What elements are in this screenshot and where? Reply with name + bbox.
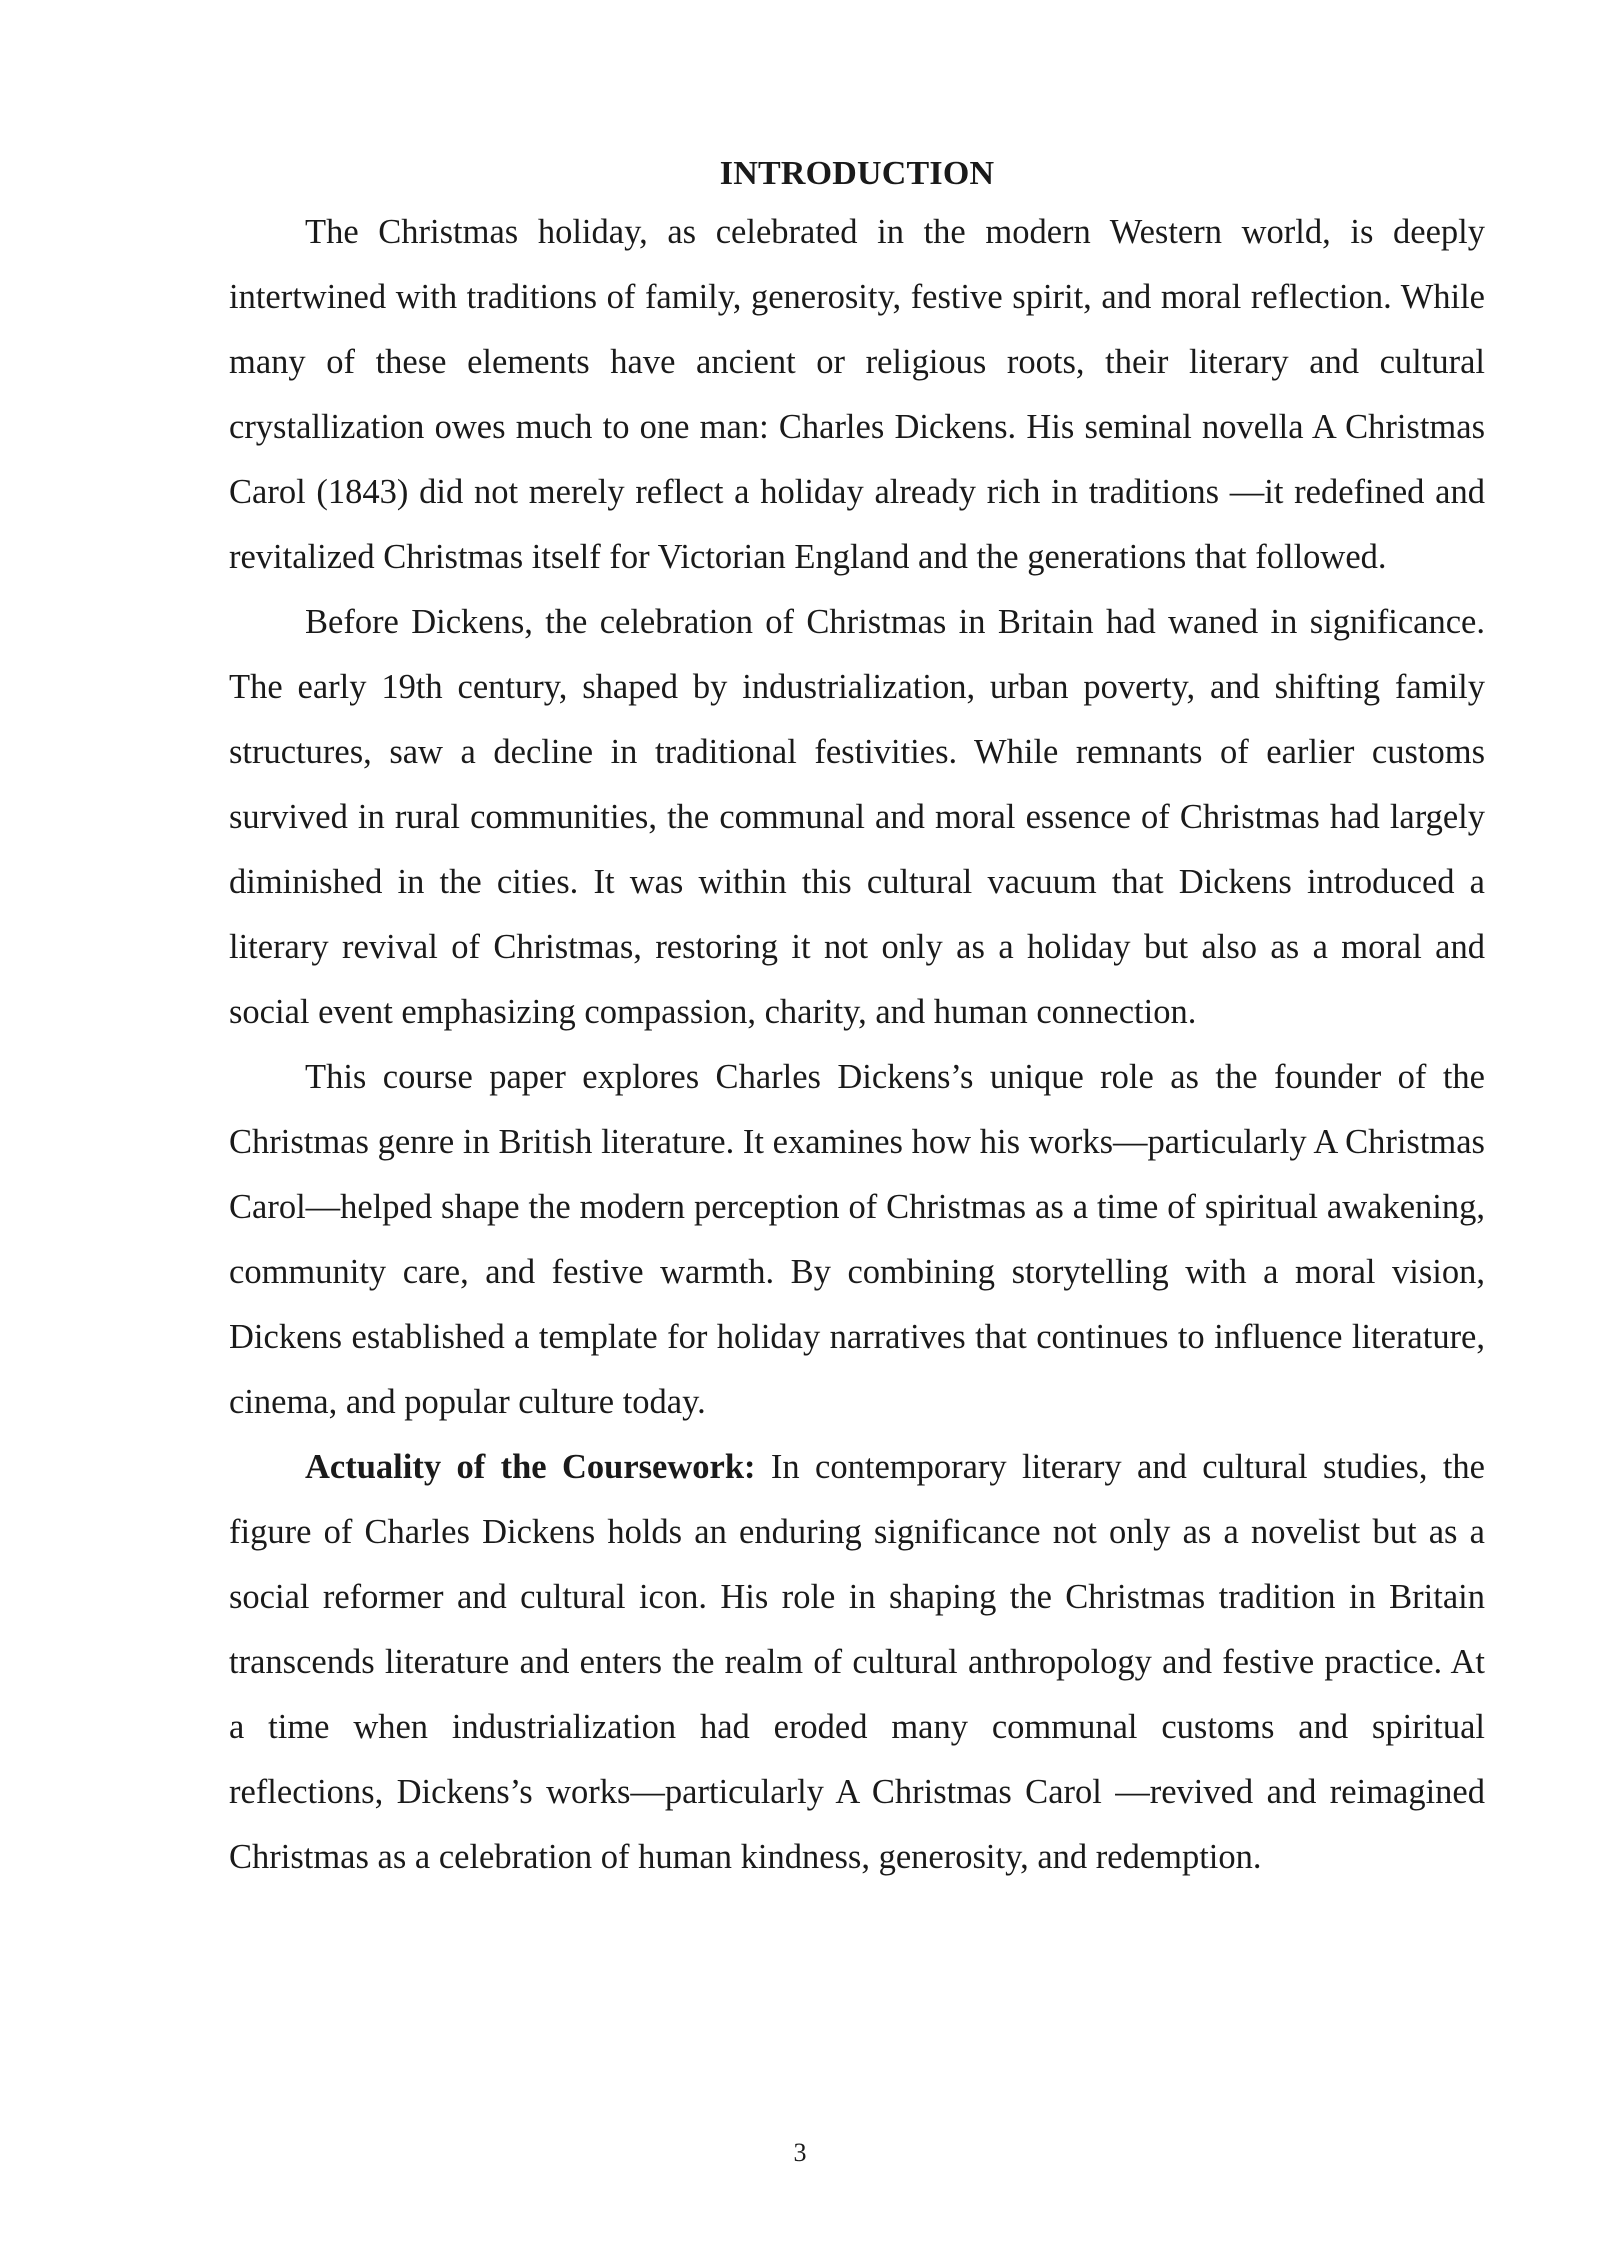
paragraph-text: In contemporary literary and cultural studies, the figure of Charles Dickens holds an enduring significance not only as a novelist but as a social reformer and cultural icon. His role in shaping the Christmas tradition in Britain transcends literature and enters the realm of cultural anthropology and festive practice. At a time when industrialization had eroded many communal customs and spiritual reflections, Dickens’s works—particularly A Christmas Carol —revived and reimagined Christmas as a celebration of human kindness, generosity, and redemption. <box>229 1448 1485 1876</box>
paragraph-text: The Christmas holiday, as celebrated in the modern Western world, is deeply intertwined with traditions of family, generosity, festive spirit, and moral reflection. While many of these elements have ancient or religious roots, their literary and cultural crystallization owes much to one man: Charles Dickens. His seminal novella A Christmas Carol (1843) did not merely reflect a holiday already rich in traditions —it redefined and revitalized Christmas itself for Victorian England and the generations that followed. <box>229 213 1485 576</box>
page-content <box>229 148 1485 1890</box>
paragraph-text: Before Dickens, the celebration of Christmas in Britain had waned in significance. The early 19th century, shaped by industrialization, urban poverty, and shifting family structures, saw a decline in traditional festivities. While remnants of earlier customs survived in rural communities, the communal and moral essence of Christmas had largely diminished in the cities. It was within this cultural vacuum that Dickens introduced a literary revival of Christmas, restoring it not only as a holiday but also as a moral and social event emphasizing compassion, charity, and human connection. <box>229 603 1485 1031</box>
paragraph-course-paper <box>229 1045 1485 1435</box>
paragraph-intro <box>229 200 1485 590</box>
paragraph-lead-label: Actuality of the Coursework: <box>305 1448 756 1486</box>
paragraph-text: This course paper explores Charles Dickens’s unique role as the founder of the Christmas genre in British literature. It examines how his works—particularly A Christmas Carol—helped shape the modern perception of Christmas as a time of spiritual awakening, community care, and festive warmth. By combining storytelling with a moral vision, Dickens established a template for holiday narratives that continues to influence literature, cinema, and popular culture today. <box>229 1058 1485 1421</box>
section-heading: INTRODUCTION <box>719 155 995 192</box>
paragraph-actuality <box>229 1435 1485 1890</box>
paragraph-before-dickens <box>229 590 1485 1045</box>
page-number: 3 <box>793 2138 807 2167</box>
